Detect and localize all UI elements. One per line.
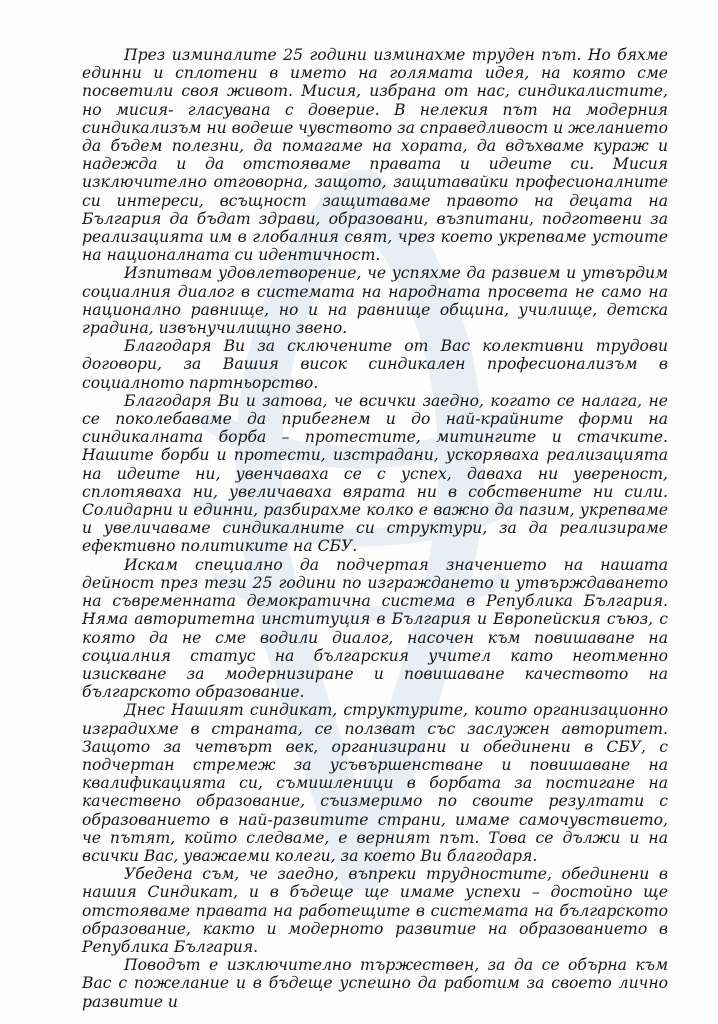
document-body [82, 46, 668, 1011]
paragraph-7: Убедена съм, че заедно, въпреки трудностите, обединени в нашия Синдикат, и в бъдеще ще имаме успехи – достойно ще отстояваме правата на работещите в системата на българското образование, както и модерното развитие на образованието в Република България. [82, 865, 668, 956]
paragraph-5: Искам специално да подчертая значението на нашата дейност през тези 25 години по изграждането и утвърждаването на съвременната демократична система в Република България. Няма авторитетна институция в България и Европейския съюз, с която да не сме водили диалог, насочен към повишаване на социалния статус на българския учител като неотменно изискване за модернизиране и повишаване качеството на българското образование. [82, 555, 668, 702]
paragraph-4: Благодаря Ви и затова, че всички заедно, когато се налага, не се поколебаваме да прибегнем и до най-крайните форми на синдикалната борба – протестите, митингите и стачките. Нашите борби и протести, изстрадани, ускоряваха реализацията на идеите ни, увенчаваха се с успех, даваха ни увереност, сплотяваха ни, увеличаваха вярата ни в собствените ни сили. Солидарни и единни, разбирахме колко е важно да пазим, укрепваме и увеличаваме синдикалните си структури, за да реализираме ефективно политиките на СБУ. [82, 391, 668, 556]
paragraph-2: Изпитвам удовлетворение, че успяхме да развием и утвърдим социалния диалог в системата на народната просвета не само на национално равнище, но и на равнище община, училище, детска градина, извънучилищно звено. [82, 264, 668, 338]
paragraph-1: През изминалите 25 години изминахме труден път. Но бяхме единни и сплотени в името на голямата идея, на която сме посветили своя живот. Мисия, избрана от нас, синдикалистите, но мисия- гласувана с доверие. В нелекия път на модерния синдикализъм ни водеше чувството за справедливост и желанието да бъдем полезни, да помагаме на хората, да вдъхваме кураж и надежда и да отстояваме правата и идеите си. Мисия изключително отговорна, защото, защитавайки професионалните си интереси, всъщност защитаваме правото на децата на България да бъдат здрави, образовани, възпитани, подготвени за реализацията им в глобалния свят, чрез което укрепваме устоите на националната си идентичност. [82, 46, 668, 265]
paragraph-6: Днес Нашият синдикат, структурите, които организационно изградихме в страната, се ползват със заслужен авторитет. Защото за четвърт век, организирани и обединени в СБУ, с подчертан стремеж за усъвършенстване и повишаване на квалификацията си, съмишленици в борбата за постигане на качествено образование, съизмеримо по своите резултати с образованието в най-развитите страни, имаме самочувствието, че пътят, който следваме, е верният път. Това се дължи и на всички Вас, уважаеми колеги, за което Ви благодаря. [82, 701, 668, 865]
paragraph-8: Поводът е изключително тържествен, за да се обърна към Вас с пожелание и в бъдеще успешно да работим за своето лично развитие и [82, 956, 668, 1011]
paragraph-3: Благодаря Ви за сключените от Вас колективни трудови договори, за Вашия висок синдикален професионализъм в социалното партньорство. [82, 337, 668, 392]
